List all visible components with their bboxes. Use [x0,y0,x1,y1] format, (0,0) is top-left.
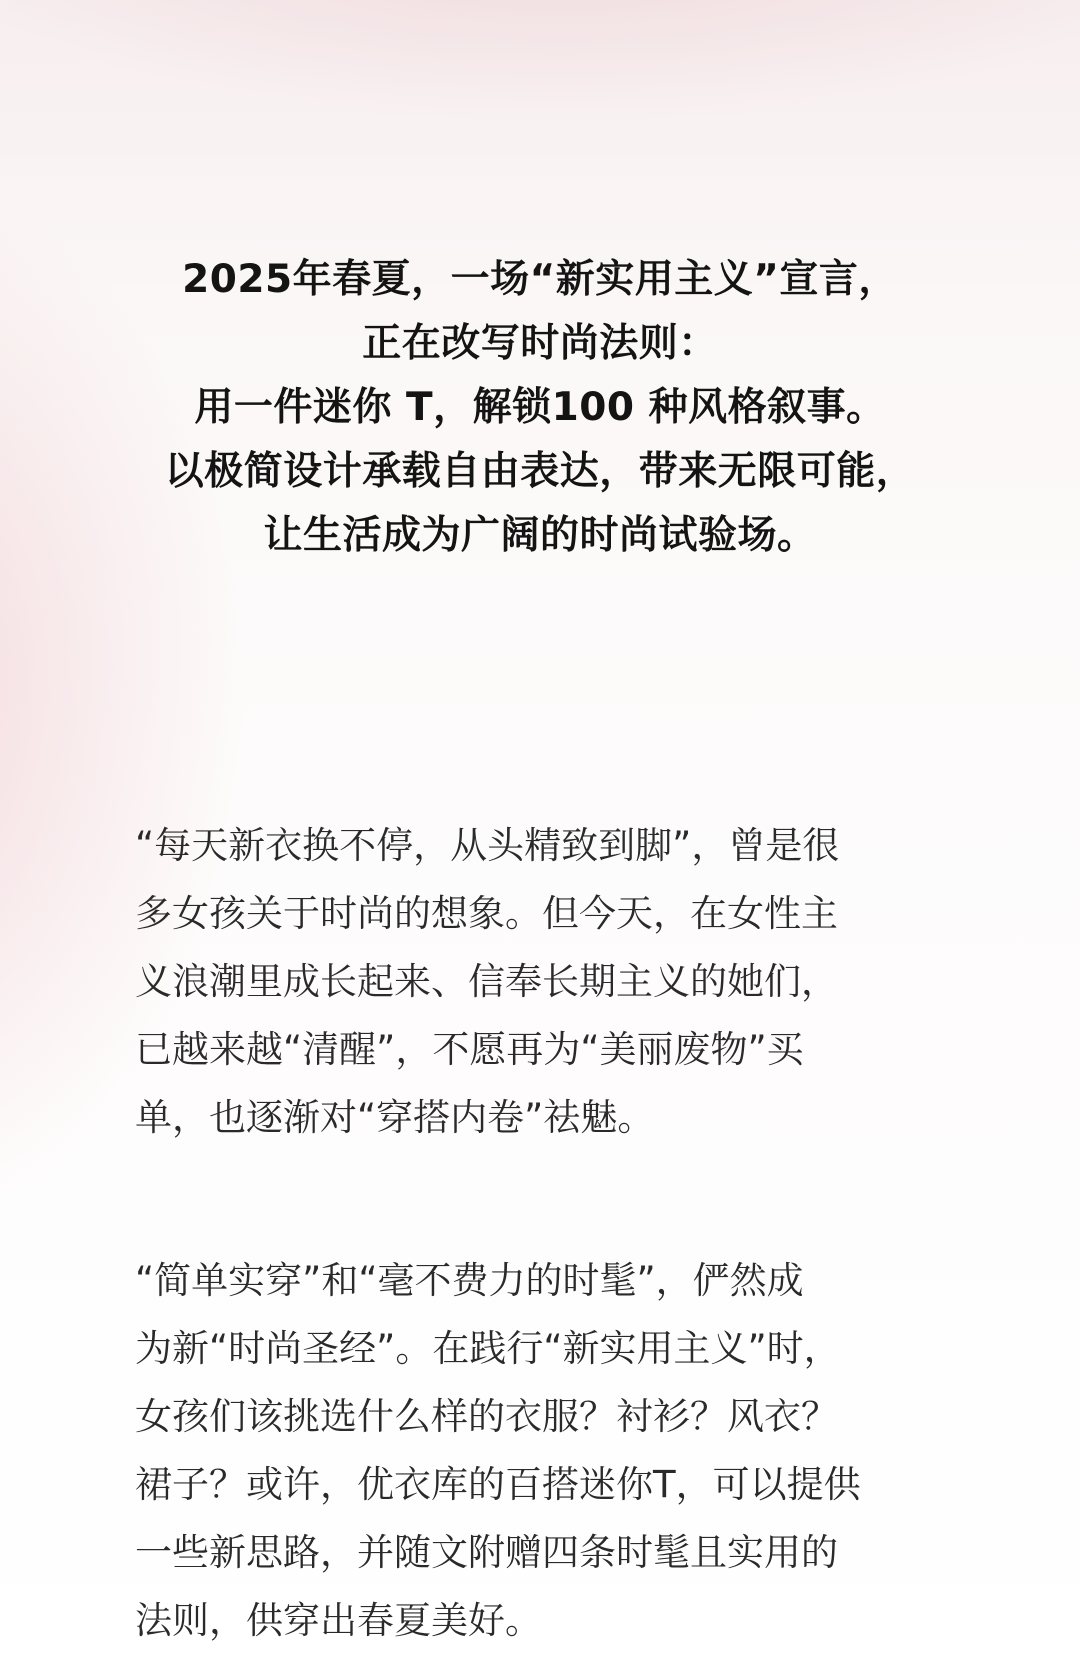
paragraph-line: 已越来越“清醒”，不愿再为“美丽废物”买 [135,1028,804,1071]
paragraph-line: 义浪潮里成长起来、信奉长期主义的她们， [135,960,838,1003]
paragraph-line: 女孩们该挑选什么样的衣服？衬衫？风衣？ [135,1395,838,1438]
paragraph-line: 法则，供穿出春夏美好。 [135,1599,542,1642]
headline-line: 用一件迷你 T，解锁100 种风格叙事。 [194,385,886,430]
headline-line: 正在改写时尚法则： [362,321,718,366]
paragraph-line: 为新“时尚圣经”。在践行“新实用主义”时， [135,1327,841,1370]
paragraph-line: 一些新思路，并随文附赠四条时髦且实用的 [135,1531,838,1574]
paragraph-line: 多女孩关于时尚的想象。但今天，在女性主 [135,892,838,935]
paragraph-line: 裙子？或许，优衣库的百搭迷你T，可以提供 [135,1463,861,1506]
body-paragraph-1 [135,812,955,1152]
headline-line: 让生活成为广阔的时尚试验场。 [263,513,817,558]
body-paragraph-2 [135,1247,955,1655]
headline-line: 2025年春夏，一场“新实用主义”宣言， [182,257,898,302]
paragraph-line: “每天新衣换不停，从头精致到脚”，曾是很 [135,824,840,867]
headline [90,248,990,568]
headline-line: 以极简设计承载自由表达，带来无限可能， [164,449,916,494]
paragraph-line: 单，也逐渐对“穿搭内卷”祛魅。 [135,1096,655,1139]
paragraph-line: “简单实穿”和“毫不费力的时髦”，俨然成 [135,1259,804,1302]
